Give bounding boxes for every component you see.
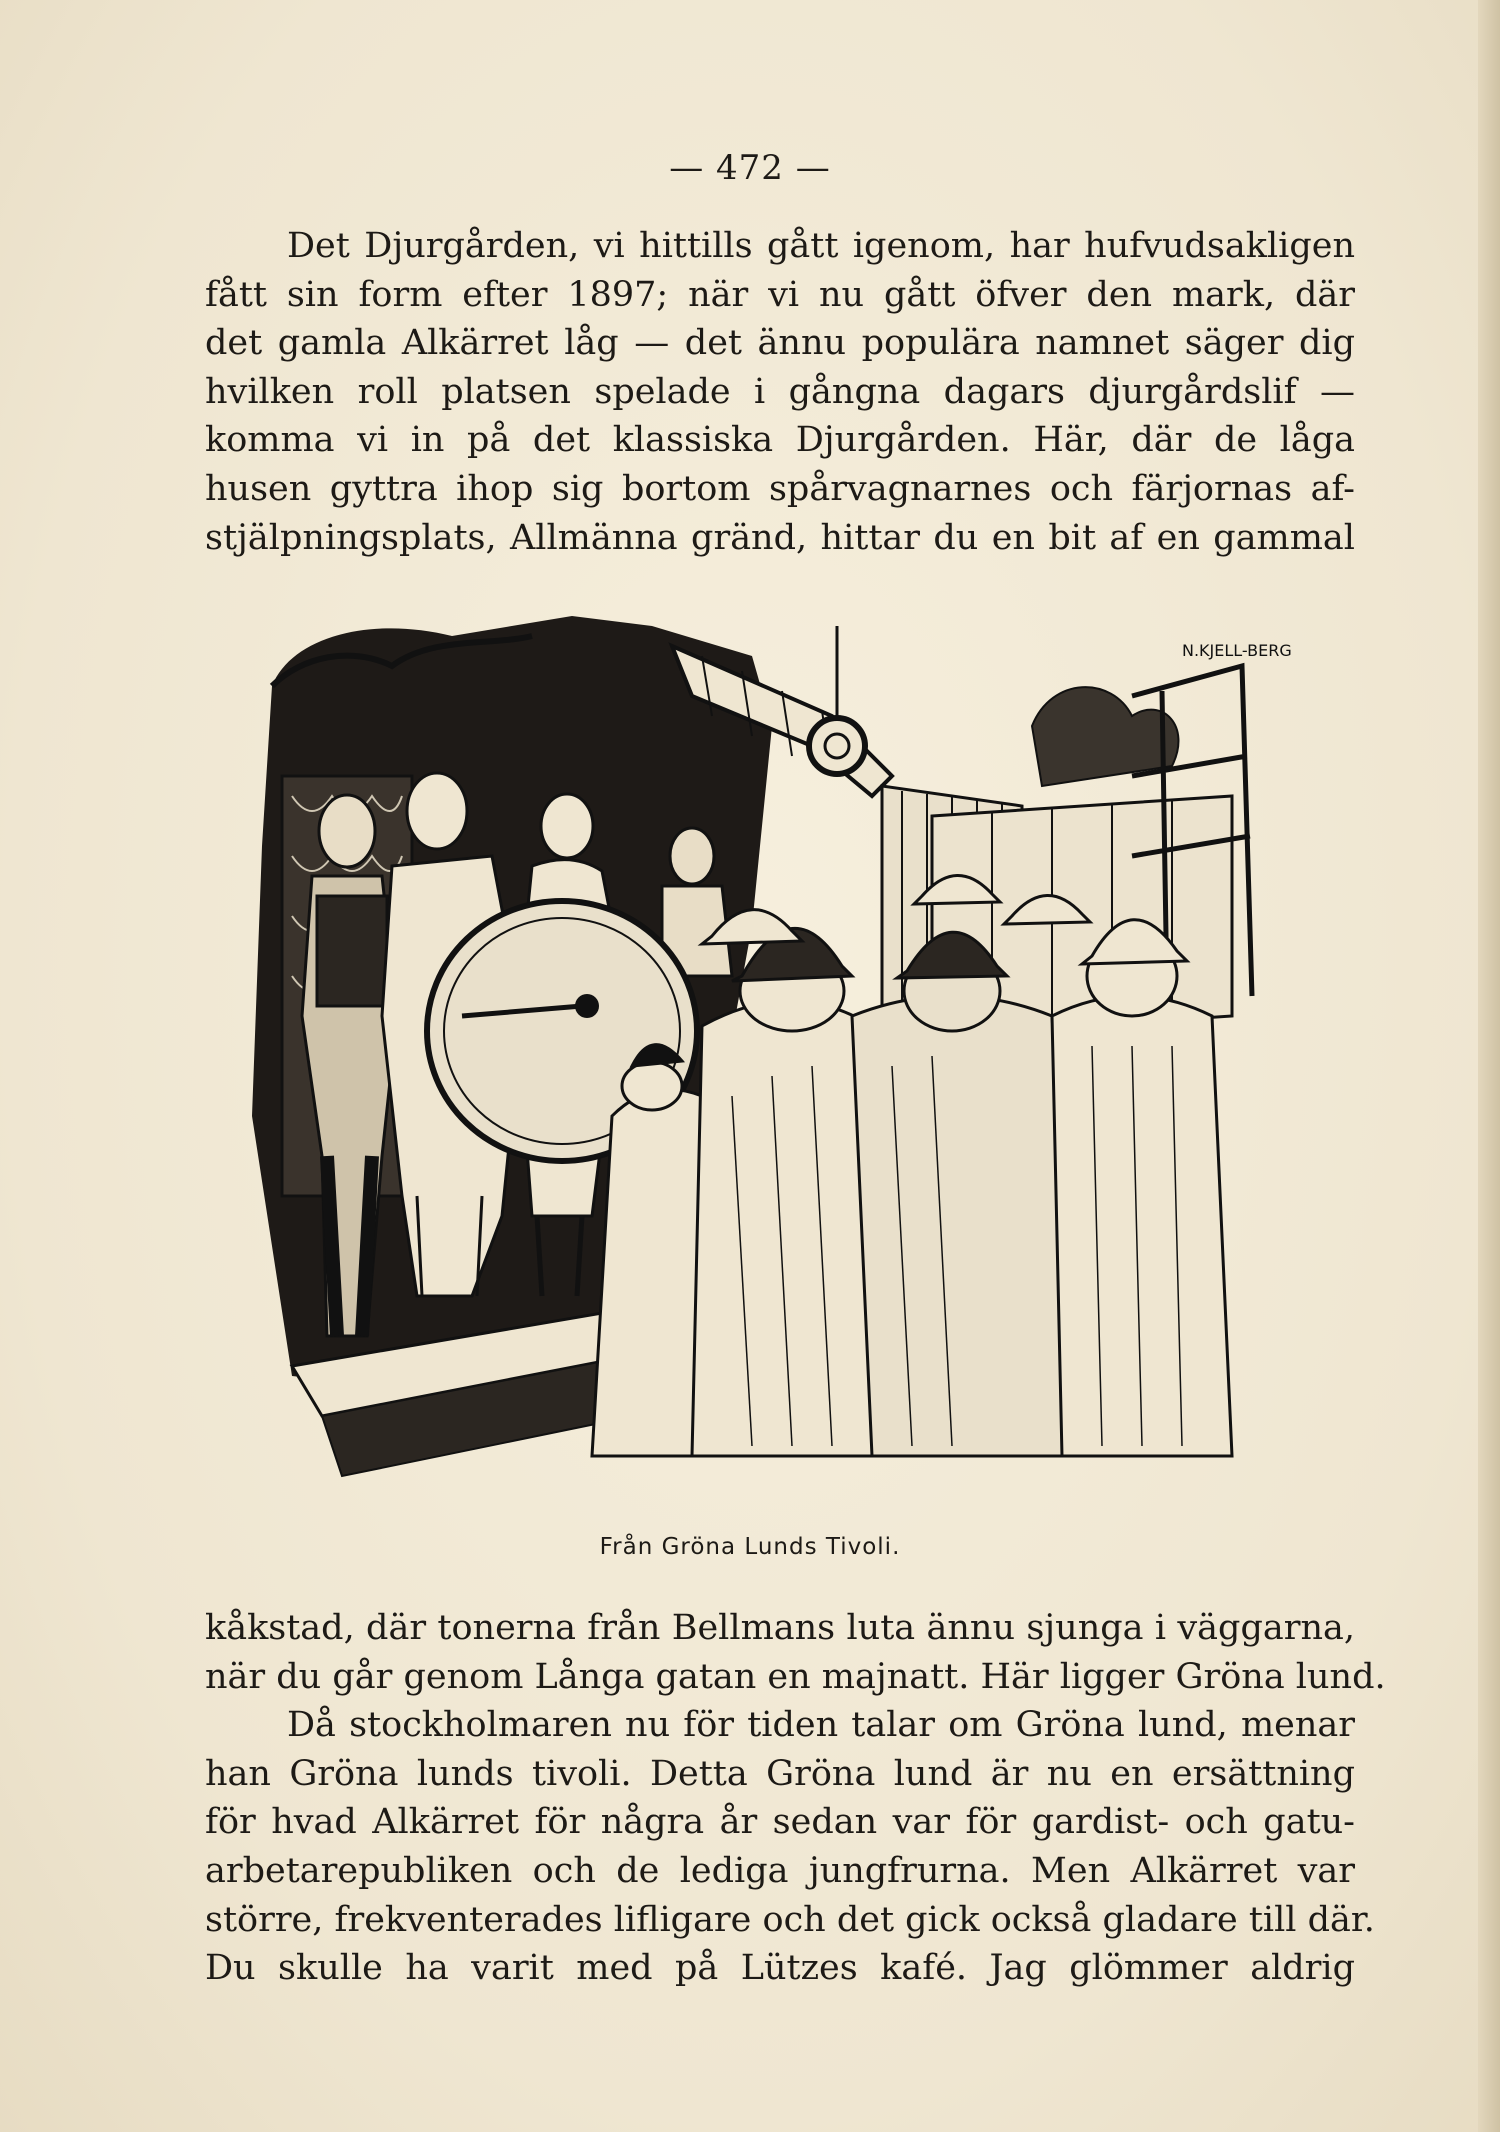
- text-line: arbetarepubliken och de lediga jungfrurna. Men Alkärret var: [205, 1850, 1355, 1891]
- text-line: Det Djurgården, vi hittills gått igenom, har hufvudsakligen: [287, 226, 1355, 266]
- text-line: husen gyttra ihop sig bortom spårvagnarnes och färjornas af-: [205, 468, 1355, 509]
- text-line: större, frekventerades lifligare och det gick också gladare till där.: [205, 1899, 1375, 1940]
- figure-caption: Från Gröna Lunds Tivoli.: [599, 1534, 901, 1560]
- text-line: Då stockholmaren nu för tiden talar om Gröna lund, menar: [287, 1705, 1355, 1746]
- text-line: hvilken roll platsen spelade i gångna dagars djurgårdslif —: [205, 371, 1355, 412]
- artist-signature: N.KJELL-BERG: [1182, 641, 1292, 660]
- page-edge: [1478, 0, 1500, 2132]
- page-number: — 472 —: [669, 148, 831, 188]
- paragraph-top: [205, 222, 1355, 562]
- illustration-gron-lund-tivoli: [232, 596, 1332, 1496]
- text-line: komma vi in på det klassiska Djurgården. Här, där de låga: [205, 420, 1355, 461]
- text-line: stjälpningsplats, Allmänna gränd, hittar du en bit af en gammal: [205, 517, 1355, 558]
- text-line: han Gröna lunds tivoli. Detta Gröna lund är nu en ersättning: [205, 1753, 1355, 1794]
- paragraph-bottom: [205, 1604, 1386, 1993]
- text-line: fått sin form efter 1897; när vi nu gått öfver den mark, där: [205, 274, 1355, 315]
- text-line: Du skulle ha varit med på Lützes kafé. Jag glömmer aldrig: [205, 1948, 1355, 1989]
- text-line: kåkstad, där tonerna från Bellmans luta ännu sjunga i väggarna,: [205, 1608, 1355, 1648]
- text-line: för hvad Alkärret för några år sedan var för gardist- och gatu-: [205, 1802, 1355, 1843]
- text-line: det gamla Alkärret låg — det ännu populära namnet säger dig: [205, 323, 1355, 364]
- text-line: när du går genom Långa gatan en majnatt. Här ligger Gröna lund.: [205, 1656, 1386, 1697]
